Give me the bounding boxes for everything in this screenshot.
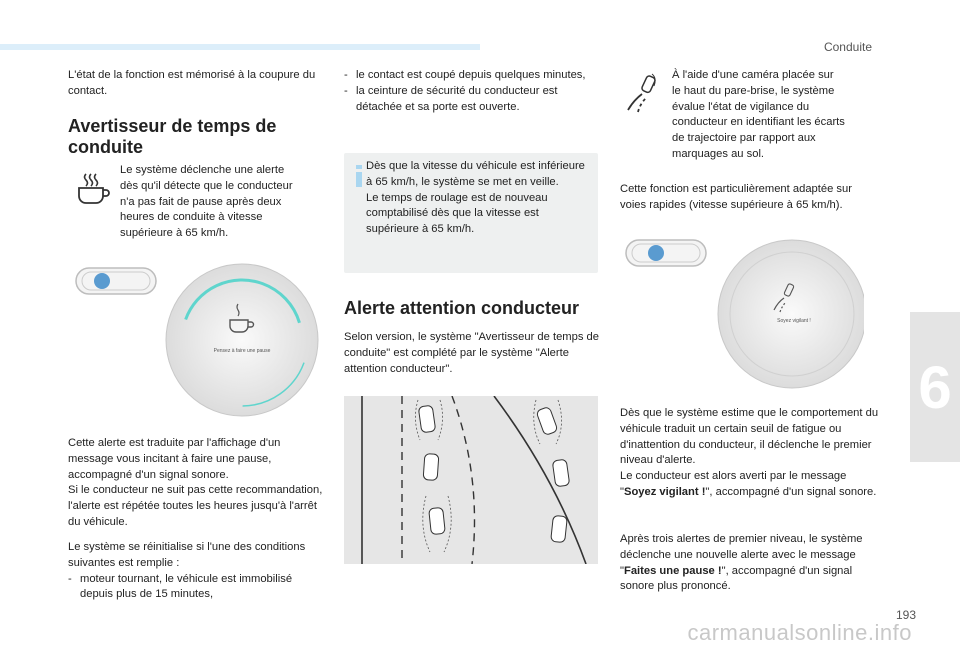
heading-driver-attention: Alerte attention conducteur: [344, 298, 580, 318]
first-alert-paragraph: Dès que le système estime que le comportement du véhicule traduit un certain seuil de fatigue ou d'inattention du conducteur, il déclenche le premier niveau d'alerte. Le conducteur est alors averti par le message "Soyez vigilant !", accompagné d'un signal sonore.: [620, 407, 879, 498]
header-accent-bar: [0, 44, 480, 50]
vigilant-screen-message: Soyez vigilant !: [777, 318, 811, 324]
watermark: carmanualsonline.info: [687, 620, 912, 645]
alert-paragraph: Cette alerte est traduite par l'affichage d'un message vous incitant à faire une pause, accompagné d'un signal sonore. Si le conducteur ne suit pas cette recommandation, l'alerte est répétée toutes les heures jusqu'à l'arrêt du véhicule.: [68, 437, 323, 528]
chapter-number: 6: [918, 353, 952, 421]
pause-screen-message: Pensez à faire une pause: [213, 348, 271, 354]
intro-paragraph: L'état de la fonction est mémorisé à la coupure du contact.: [68, 69, 316, 97]
page-number: 193: [895, 608, 916, 622]
reset-item: - moteur tournant, le véhicule est immobilisé depuis plus de 15 minutes,: [68, 572, 293, 601]
pause-alert-illustration: [72, 262, 322, 422]
lane-departure-icon: [624, 72, 660, 114]
heading-driving-time: Avertisseur de temps de conduite: [68, 116, 277, 157]
info-box: [344, 153, 598, 273]
reset-conditions-list: [344, 68, 604, 115]
section-title: Conduite: [823, 40, 872, 54]
pause-message: Faites une pause !: [623, 564, 722, 577]
chapter-tab: [910, 312, 960, 462]
camera-description: À l'aide d'une caméra placée sur le haut du pare-brise, le système évalue l'état de vigilance du conducteur en identifiant les écarts de trajectoire par rapport aux marquages au sol.: [672, 69, 845, 160]
list-item: - le contact est coupé depuis quelques minutes,: [344, 69, 586, 81]
driving-time-description: Le système déclenche une alerte dès qu'il détecte que le conducteur n'a pas fait de pause après deux heures de conduite à vitesse supérieure à 65 km/h.: [120, 164, 293, 240]
driver-attention-paragraph: Selon version, le système "Avertisseur de temps de conduite" est complété par le système "Alerte attention conducteur".: [344, 331, 599, 375]
lane-drift-illustration: [344, 396, 598, 564]
second-alert-paragraph: Après trois alertes de premier niveau, le système déclenche une nouvelle alerte avec le message "Faites une pause !", accompagné d'un signal sonore plus prononcé.: [620, 533, 863, 593]
info-text: Dès que la vitesse du véhicule est inférieure à 65 km/h, le système se met en veille. Le temps de roulage est de nouveau comptabilisé dès que la vitesse est supérieure à 65 km/h.: [366, 160, 585, 236]
list-item: - la ceinture de sécurité du conducteur est détachée et sa porte est ouverte.: [344, 84, 558, 113]
coffee-cup-icon: [76, 172, 112, 206]
vigilant-message: Soyez vigilant !: [623, 485, 706, 498]
adapted-paragraph: Cette fonction est particulièrement adaptée sur voies rapides (vitesse supérieure à 65 km/h).: [620, 183, 852, 211]
reset-paragraph: Le système se réinitialise si l'une des conditions suivantes est remplie : - moteur tournant, le véhicule est immobilisé depuis plus de 15 minutes,: [68, 540, 328, 603]
vigilant-alert-illustration: [624, 236, 864, 394]
info-icon: [353, 165, 367, 187]
